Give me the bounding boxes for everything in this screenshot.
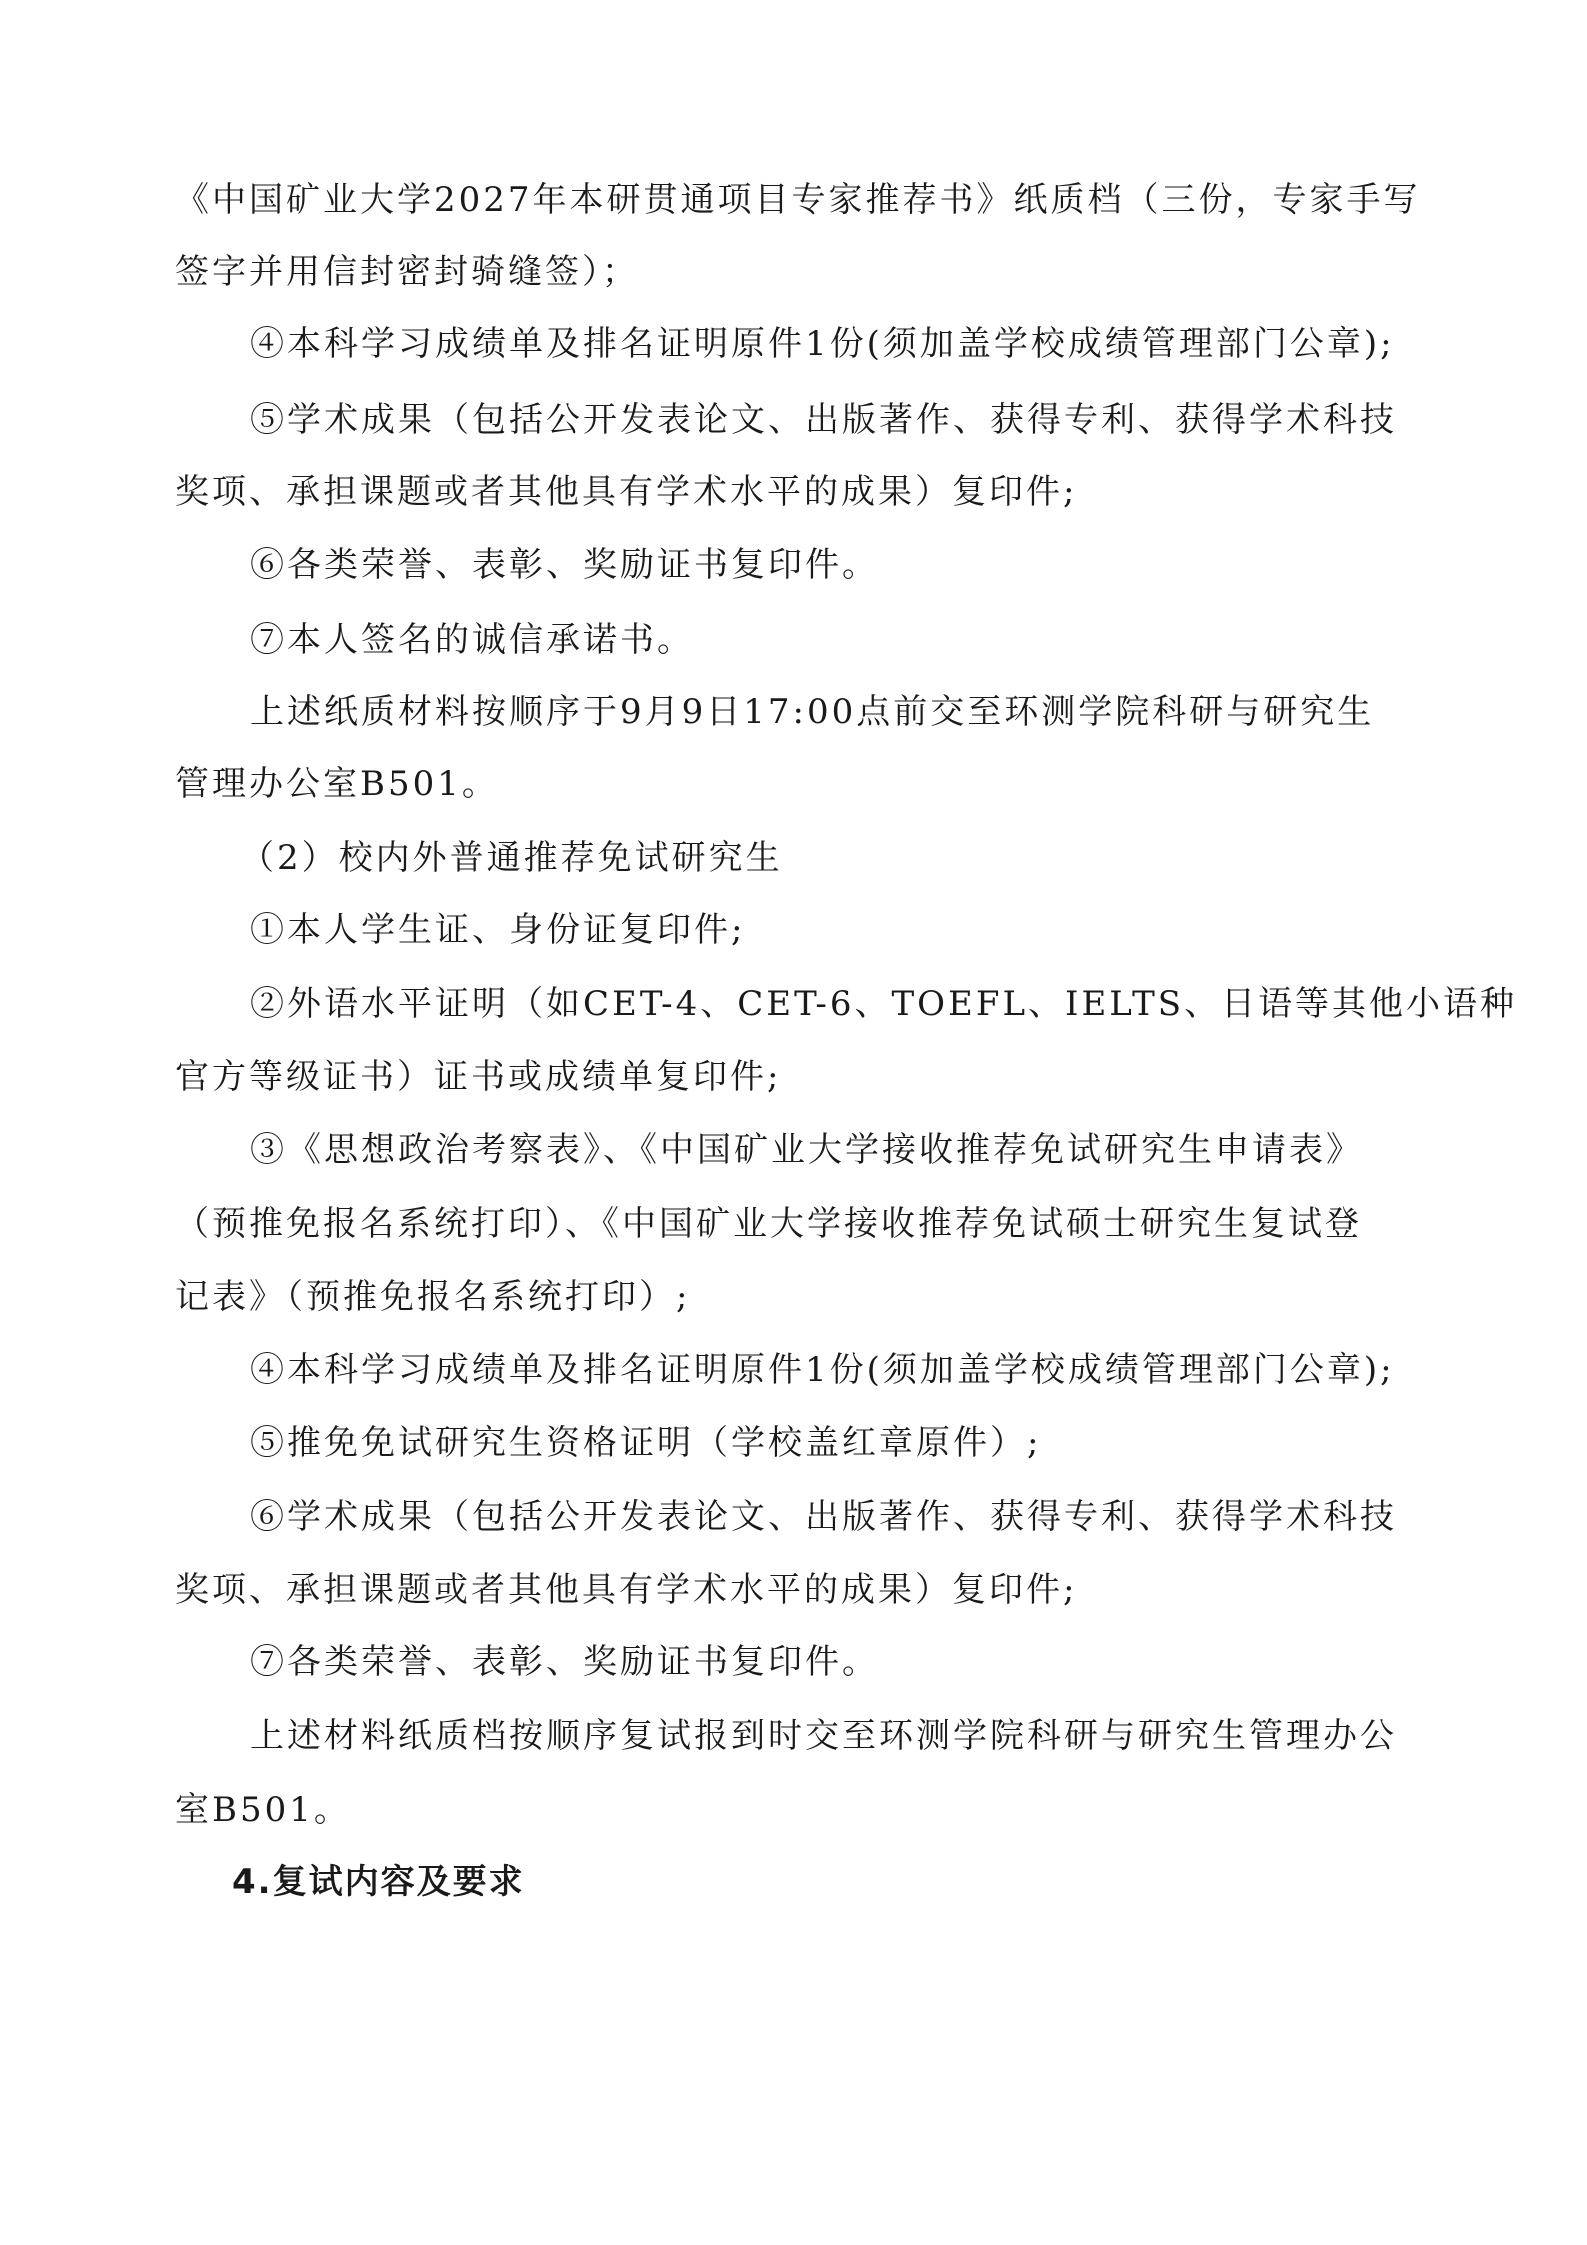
paragraph-line: ⑦本人签名的诚信承诺书。 (250, 620, 694, 660)
section-subheading: （2）校内外普通推荐免试研究生 (240, 838, 783, 878)
paragraph-line: ⑥各类荣誉、表彰、奖励证书复印件。 (250, 545, 879, 585)
paragraph-line: 记表》（预推免报名系统打印）; (175, 1277, 691, 1317)
paragraph-line: ①本人学生证、身份证复印件; (250, 910, 746, 950)
paragraph-line: 上述纸质材料按顺序于9月9日17:00点前交至环测学院科研与研究生 (250, 692, 1375, 732)
paragraph-line: （预推免报名系统打印）、《中国矿业大学接收推荐免试硕士研究生复试登 (175, 1204, 1362, 1244)
paragraph-line: ⑤学术成果（包括公开发表论文、出版著作、获得专利、获得学术科技 (250, 400, 1397, 440)
paragraph-line: ④本科学习成绩单及排名证明原件1份(须加盖学校成绩管理部门公章); (250, 324, 1395, 364)
paragraph-line: 签字并用信封密封骑缝签）； (175, 252, 639, 292)
paragraph-line: 奖项、承担课题或者其他具有学术水平的成果）复印件; (175, 472, 1078, 512)
paragraph-line: ⑦各类荣誉、表彰、奖励证书复印件。 (250, 1642, 879, 1682)
paragraph-line: ③《思想政治考察表》、《中国矿业大学接收推荐免试研究生申请表》 (250, 1130, 1363, 1170)
paragraph-line: 官方等级证书）证书或成绩单复印件; (175, 1057, 782, 1097)
paragraph-line: 上述材料纸质档按顺序复试报到时交至环测学院科研与研究生管理办公 (250, 1716, 1397, 1756)
paragraph-line: 管理办公室B501。 (175, 764, 499, 804)
paragraph-line: 室B501。 (175, 1790, 351, 1830)
paragraph-line: ⑥学术成果（包括公开发表论文、出版著作、获得专利、获得学术科技 (250, 1497, 1397, 1537)
paragraph-line: 奖项、承担课题或者其他具有学术水平的成果）复印件; (175, 1570, 1078, 1610)
paragraph-line: ④本科学习成绩单及排名证明原件1份(须加盖学校成绩管理部门公章); (250, 1350, 1395, 1390)
paragraph-line: ②外语水平证明（如CET-4、CET-6、TOEFL、IELTS、日语等其他小语种 (250, 984, 1518, 1024)
paragraph-line: ⑤推免免试研究生资格证明（学校盖红章原件）; (250, 1423, 1042, 1463)
paragraph-line: 《中国矿业大学2027年本研贯通项目专家推荐书》纸质档（三份，专家手写 (175, 180, 1421, 220)
section-heading: 4.复试内容及要求 (232, 1862, 525, 1902)
